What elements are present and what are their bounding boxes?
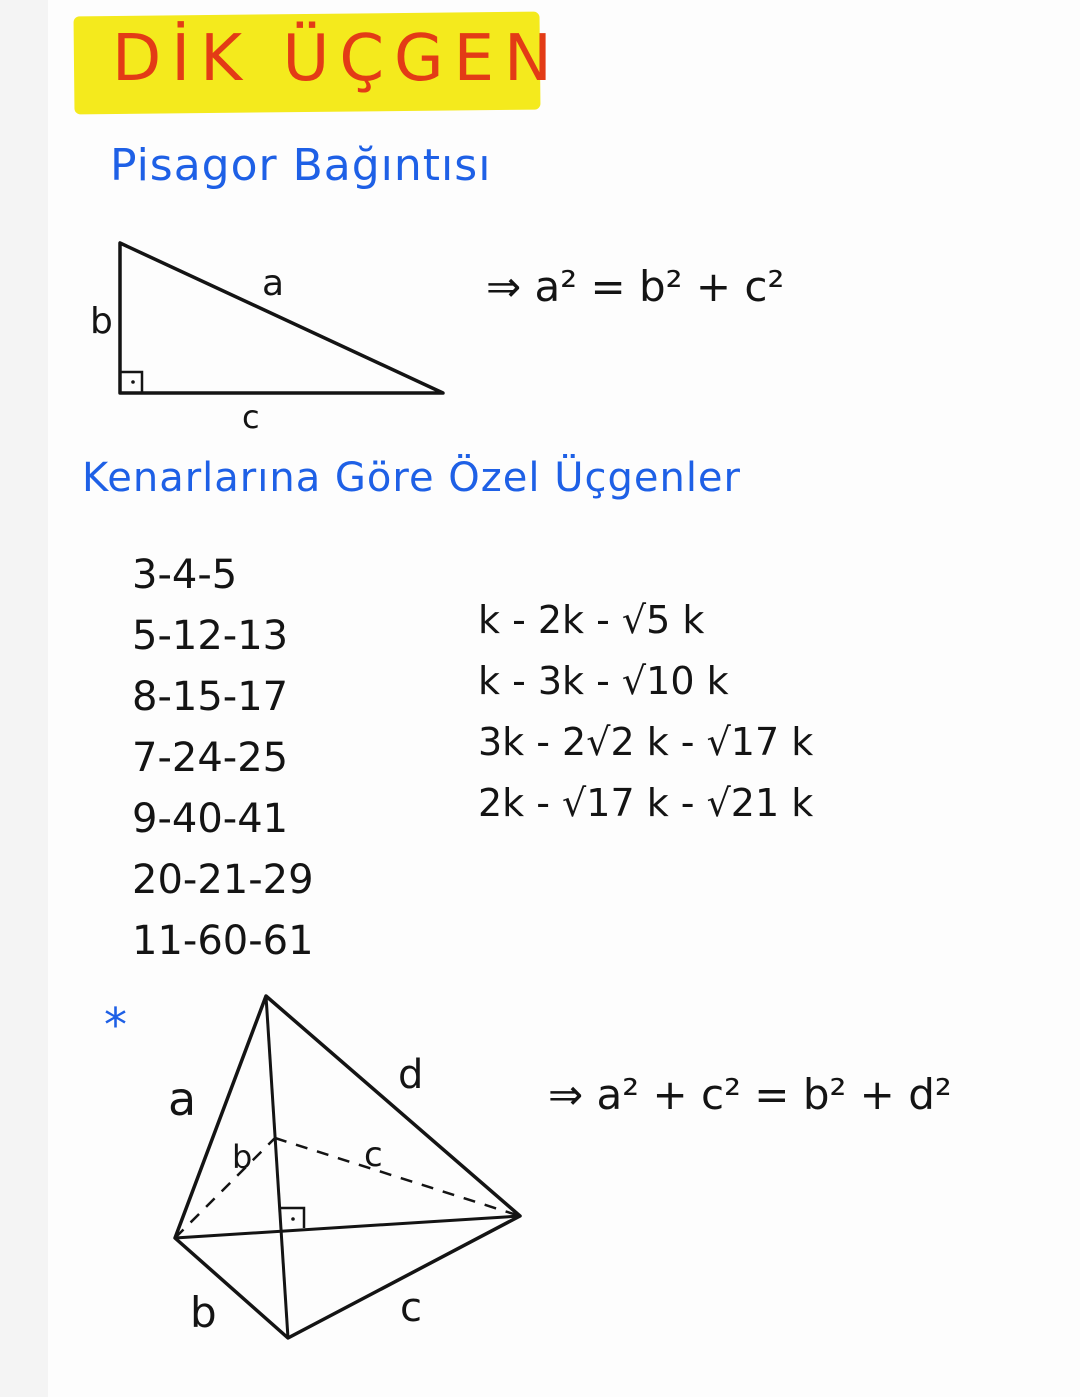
pisagor-heading: Pisagor Bağıntısı (110, 140, 492, 191)
quadrilateral (175, 996, 520, 1338)
star-marker: * (104, 998, 127, 1052)
quad-formula: ⇒ a² + c² = b² + d² (548, 1070, 952, 1119)
triple-item: 7-24-25 (132, 735, 289, 781)
k-triple-item: 3k - 2√2 k - √17 k (478, 720, 814, 764)
leg-label-c: c (242, 398, 260, 436)
side-label-c: c (400, 1285, 422, 1331)
perpendicular-dot (291, 1217, 295, 1221)
side-label-a: a (168, 1072, 197, 1126)
right-angle-dot (131, 380, 135, 384)
quadrilateral-figure (168, 996, 520, 1338)
side-label-d: d (398, 1052, 424, 1098)
right-angle-mark (120, 372, 142, 393)
dashed-segment-b (175, 1138, 275, 1238)
pisagor-formula: ⇒ a² = b² + c² (486, 262, 785, 311)
triple-item: 3-4-5 (132, 552, 238, 598)
hyp-label-a: a (262, 263, 285, 304)
triple-item: 20-21-29 (132, 857, 314, 903)
triples-list (132, 545, 314, 972)
triple-item: 11-60-61 (132, 918, 314, 964)
diagonal-vertical (266, 996, 288, 1338)
triple-item: 8-15-17 (132, 674, 289, 720)
k-triple-item: k - 2k - √5 k (478, 598, 705, 642)
inner-label-c: c (364, 1135, 383, 1175)
right-triangle-figure (90, 243, 443, 436)
k-triples-list (478, 590, 813, 834)
page-title: DİK ÜÇGEN (112, 22, 562, 96)
k-triple-item: 2k - √17 k - √21 k (478, 781, 814, 825)
k-triple-item: k - 3k - √10 k (478, 659, 729, 703)
triple-item: 9-40-41 (132, 796, 289, 842)
inner-label-b: b (232, 1138, 253, 1176)
dashed-segment-c (275, 1138, 520, 1216)
side-label-b: b (190, 1288, 217, 1337)
triple-item: 5-12-13 (132, 613, 289, 659)
diagonal-horizontal (175, 1216, 520, 1238)
leg-label-b: b (90, 301, 113, 342)
special-heading: Kenarlarına Göre Özel Üçgenler (82, 455, 741, 501)
